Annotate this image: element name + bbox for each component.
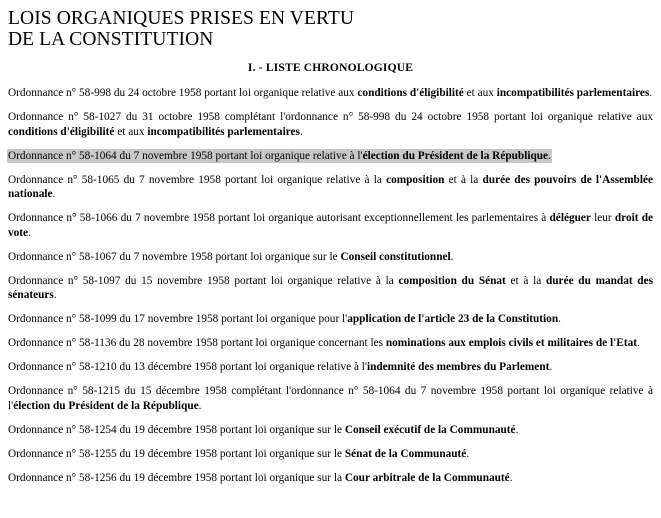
ordinance-entry <box>8 312 653 327</box>
ordinance-subject: composition <box>386 173 445 186</box>
ordinance-subject: application de l'article 23 de la Constitution <box>347 313 559 325</box>
ordinance-segment: Ordonnance n° 58-1256 du 19 décembre 1958 portant loi organique sur la <box>8 471 345 484</box>
ordinance-text <box>8 472 513 484</box>
ordinance-subject: Conseil exécutif de la Communauté <box>344 423 516 436</box>
ordinance-segment: . <box>28 226 31 239</box>
ordinance-segment: . <box>450 250 454 263</box>
ordinance-subject: durée des pouvoirs de l'Assemblée nationale <box>8 173 653 200</box>
ordinance-subject: durée du mandat des sénateurs <box>8 274 654 301</box>
ordinance-text-selected <box>8 150 551 162</box>
ordinance-segment: Ordonnance n° 58-1099 du 17 novembre 1958 portant loi organique pour l' <box>8 313 348 325</box>
ordinance-subject: Conseil constitutionnel <box>340 250 451 263</box>
ordinance-text <box>8 111 653 138</box>
ordinance-entry <box>8 447 653 462</box>
ordinance-segment: Ordonnance n° 58-1097 du 15 novembre 1958 portant loi organique relative à la <box>8 274 399 287</box>
ordinance-list <box>8 86 653 485</box>
ordinance-entry <box>8 110 653 139</box>
ordinance-entry <box>8 211 653 240</box>
ordinance-subject: nominations aux emplois civils et militaires de l'Etat <box>385 337 638 349</box>
ordinance-segment: . <box>52 188 56 200</box>
ordinance-text <box>8 275 653 302</box>
ordinance-segment: . <box>637 337 640 349</box>
ordinance-text <box>8 385 653 412</box>
ordinance-segment: et à la <box>505 274 546 287</box>
ordinance-text <box>8 212 653 239</box>
ordinance-text <box>8 174 653 201</box>
ordinance-entry <box>8 149 653 164</box>
ordinance-entry <box>8 360 653 375</box>
ordinance-segment: . <box>558 313 561 325</box>
ordinance-segment: Ordonnance n° 58-1254 du 19 décembre 1958 portant loi organique sur le <box>8 423 345 436</box>
ordinance-entry <box>8 384 653 413</box>
ordinance-segment: . <box>299 125 303 138</box>
ordinance-entry <box>8 173 653 202</box>
ordinance-subject: élection du Président de la République <box>362 149 549 162</box>
ordinance-text <box>8 313 561 325</box>
title-line-2: DE LA CONSTITUTION <box>8 29 214 50</box>
ordinance-segment: . <box>549 361 553 373</box>
ordinance-subject: droit de vote <box>8 212 654 239</box>
ordinance-segment: Ordonnance n° 58-1136 du 28 novembre 1958 portant loi organique concernant les <box>8 337 386 349</box>
section-heading: I. - LISTE CHRONOLOGIQUE <box>247 62 414 74</box>
document-title <box>8 8 653 50</box>
ordinance-subject: incompatibilités parlementaires <box>496 87 650 99</box>
ordinance-subject: Cour arbitrale de la Communauté <box>344 471 510 484</box>
ordinance-segment: . <box>466 447 470 460</box>
ordinance-subject: indemnité des membres du Parlement <box>366 361 550 373</box>
ordinance-segment: Ordonnance n° 58-1067 du 7 novembre 1958 portant loi organique sur le <box>8 250 341 263</box>
ordinance-entry <box>8 86 653 101</box>
ordinance-text <box>8 337 640 349</box>
ordinance-segment: Ordonnance n° 58-1065 du 7 novembre 1958 portant loi organique relative à la <box>8 173 387 186</box>
ordinance-text <box>8 424 518 436</box>
ordinance-segment: . <box>198 399 202 412</box>
ordinance-subject: conditions d'éligibilité <box>357 87 464 99</box>
ordinance-entry <box>8 250 653 265</box>
ordinance-segment: Ordonnance n° 58-998 du 24 octobre 1958 portant loi organique relative aux <box>8 87 358 99</box>
ordinance-subject: composition du Sénat <box>398 274 506 287</box>
ordinance-subject: élection du Président de la République <box>13 399 199 412</box>
ordinance-segment: Ordonnance n° 58-1215 du 15 décembre 1958 complétant l'ordonnance n° 58-1064 du 7 novembre 1958 portant loi organique relative à l' <box>8 385 653 412</box>
ordinance-segment: . <box>53 289 57 301</box>
ordinance-segment: Ordonnance n° 58-1255 du 19 décembre 1958 portant loi organique sur le <box>8 447 345 460</box>
ordinance-entry <box>8 274 653 303</box>
ordinance-segment: Ordonnance n° 58-1066 du 7 novembre 1958 portant loi organique autorisant exceptionnellement les parlementaires à <box>8 212 550 224</box>
ordinance-subject: Sénat de la Communauté <box>344 447 467 460</box>
title-line-1: LOIS ORGANIQUES PRISES EN VERTU <box>8 8 355 29</box>
ordinance-segment: . <box>649 87 653 99</box>
ordinance-segment: et à la <box>444 173 483 186</box>
ordinance-segment: . <box>548 149 551 162</box>
ordinance-subject: conditions d'éligibilité <box>8 125 115 138</box>
ordinance-text <box>8 87 652 99</box>
ordinance-entry <box>8 336 653 351</box>
ordinance-text <box>8 448 469 460</box>
ordinance-segment: leur <box>590 212 615 224</box>
ordinance-segment: et aux <box>114 125 148 138</box>
ordinance-subject: déléguer <box>549 212 591 224</box>
ordinance-text <box>8 251 453 263</box>
ordinance-segment: et aux <box>463 87 497 99</box>
ordinance-segment: . <box>509 471 513 484</box>
ordinance-text <box>8 361 552 373</box>
ordinance-entry <box>8 423 653 438</box>
ordinance-segment: Ordonnance n° 58-1027 du 31 octobre 1958 complétant l'ordonnance n° 58-998 du 24 octobre 1958 portant loi organique relative aux <box>8 111 653 123</box>
ordinance-segment: Ordonnance n° 58-1064 du 7 novembre 1958 portant loi organique relative à l' <box>8 149 363 162</box>
ordinance-entry <box>8 471 653 486</box>
ordinance-segment: . <box>515 423 519 436</box>
ordinance-subject: incompatibilités parlementaires <box>147 125 300 138</box>
ordinance-segment: Ordonnance n° 58-1210 du 13 décembre 1958 portant loi organique relative à l' <box>8 361 367 373</box>
